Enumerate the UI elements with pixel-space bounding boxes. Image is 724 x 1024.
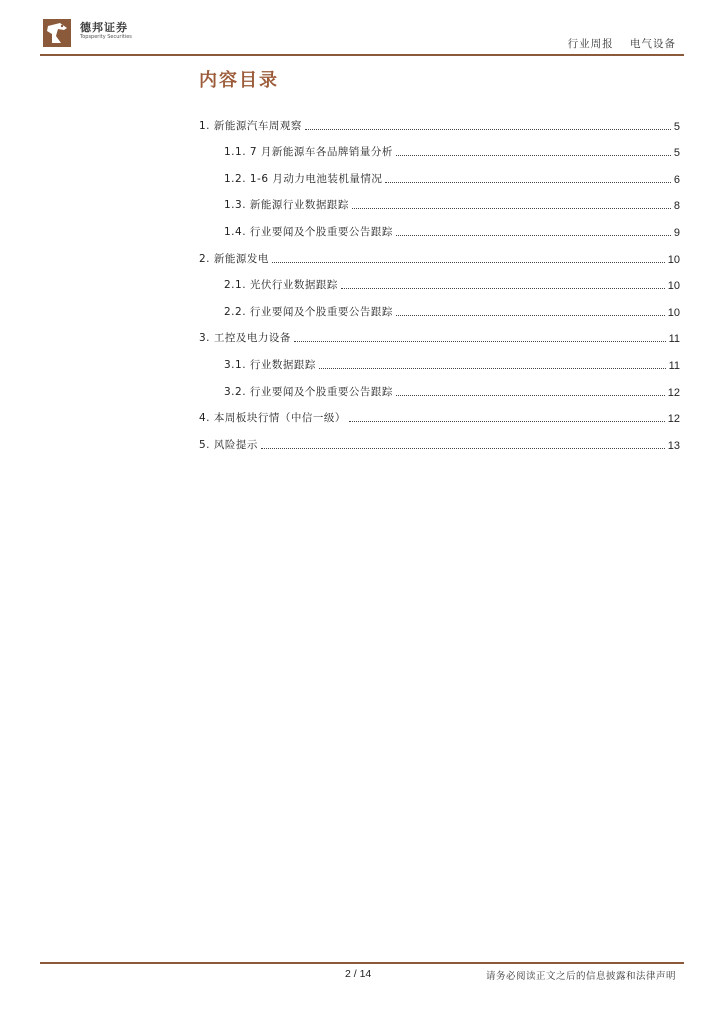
toc-dot-leader (261, 447, 665, 449)
toc-dot-leader (294, 340, 666, 342)
toc-entry-label: 3. 工控及电力设备 (199, 332, 291, 345)
toc-entry[interactable] (199, 212, 680, 239)
report-type-label: 行业周报 (567, 38, 614, 50)
toc-entry-label: 1.3. 新能源行业数据跟踪 (224, 199, 349, 212)
toc-entry[interactable] (199, 292, 680, 319)
toc-entry-label: 1.2. 1-6 月动力电池装机量情况 (224, 172, 383, 185)
toc-entry[interactable] (199, 319, 680, 346)
toc-dot-leader (272, 261, 665, 263)
toc-dot-leader (385, 181, 671, 183)
brand-name-en: Topsperity Securities (80, 34, 132, 40)
legal-disclaimer: 请务必阅读正文之后的信息披露和法律声明 (485, 971, 676, 982)
toc-entry-page: 12 (667, 386, 680, 399)
header-divider (40, 54, 684, 56)
toc-entry-label: 2.1. 光伏行业数据跟踪 (224, 279, 338, 292)
sector-label: 电气设备 (630, 38, 676, 50)
toc-entry-page: 10 (667, 253, 680, 266)
toc-entry-page: 9 (673, 226, 680, 239)
toc-entry-label: 1.4. 行业要闻及个股重要公告跟踪 (224, 225, 393, 238)
header-tags (568, 36, 676, 51)
logo-mark-icon (40, 16, 74, 50)
toc-entry[interactable] (199, 133, 680, 160)
toc-entry[interactable] (199, 186, 680, 213)
toc-entry-page: 5 (673, 147, 680, 160)
toc-entry-label: 5. 风险提示 (199, 438, 258, 451)
toc-dot-leader (396, 234, 671, 236)
toc-entry[interactable] (199, 425, 680, 452)
toc-entry-label: 1.1. 7 月新能源车各品牌销量分析 (224, 146, 393, 159)
toc-entry-label: 3.1. 行业数据跟踪 (224, 358, 316, 371)
toc-entry-page: 8 (673, 200, 680, 213)
toc-entry-page: 11 (668, 333, 680, 346)
brand-name: 德邦证券 (80, 21, 128, 34)
toc-entry-label: 1. 新能源汽车周观察 (199, 119, 302, 132)
table-of-contents (199, 106, 680, 452)
toc-dot-leader (349, 420, 665, 422)
toc-dot-leader (341, 287, 665, 289)
toc-title: 内容目录 (199, 70, 279, 91)
toc-entry[interactable] (199, 266, 680, 293)
company-logo (40, 16, 150, 50)
footer-divider (40, 962, 684, 964)
toc-entry-page: 12 (667, 413, 680, 426)
toc-entry-label: 3.2. 行业要闻及个股重要公告跟踪 (224, 385, 393, 398)
toc-dot-leader (319, 367, 666, 369)
toc-entry-page: 11 (668, 359, 680, 372)
toc-entry-page: 6 (673, 173, 680, 186)
toc-entry-label: 2.2. 行业要闻及个股重要公告跟踪 (224, 305, 393, 318)
toc-entry-page: 10 (667, 306, 680, 319)
toc-entry[interactable] (199, 159, 680, 186)
toc-entry[interactable] (199, 372, 680, 399)
toc-entry[interactable] (199, 399, 680, 426)
toc-dot-leader (352, 207, 671, 209)
page-number: 2 / 14 (345, 968, 372, 980)
toc-entry-label: 2. 新能源发电 (199, 252, 269, 265)
toc-entry[interactable] (199, 239, 680, 266)
toc-entry-page: 13 (667, 439, 680, 452)
toc-entry[interactable] (199, 106, 680, 133)
toc-dot-leader (396, 314, 665, 316)
toc-entry-label: 4. 本周板块行情（中信一级） (199, 412, 346, 425)
toc-entry-page: 5 (673, 120, 680, 133)
toc-dot-leader (305, 128, 671, 130)
toc-dot-leader (396, 394, 665, 396)
toc-dot-leader (396, 154, 671, 156)
toc-entry-page: 10 (667, 280, 680, 293)
toc-entry[interactable] (199, 345, 680, 372)
